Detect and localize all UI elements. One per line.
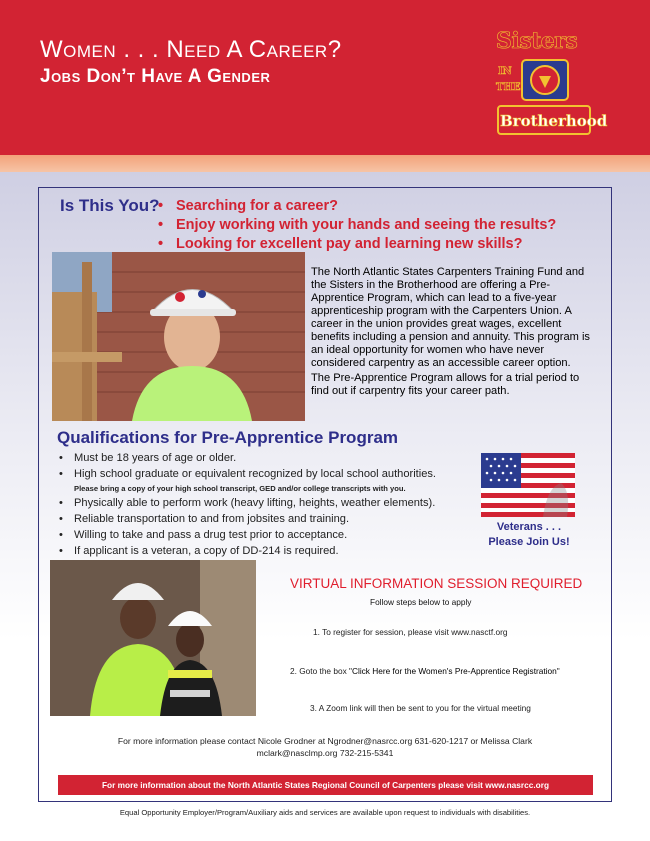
step-2-prefix: 2. Goto the box " [290, 666, 352, 676]
council-info-banner: For more information about the North Atlantic States Regional Council of Carpenters please visit www.nasrcc.org [58, 775, 593, 795]
description-line: considered carpentry as an accessible career option. [311, 357, 571, 369]
american-flag-image [481, 453, 575, 517]
description-line: benefits including a pension and annuity. This program is [311, 331, 590, 343]
intro-bullet: • Searching for a career? [158, 197, 556, 216]
virtual-session-title: VIRTUAL INFORMATION SESSION REQUIRED [290, 576, 583, 591]
woman-carpenter-photo [52, 252, 305, 421]
logo-word-in: IN [498, 66, 512, 77]
woman-carpenter-illustration [52, 252, 305, 421]
intro-bullet: • Looking for excellent pay and learning new skills? [158, 235, 556, 254]
header-accent-stripe [0, 155, 650, 172]
qualification-item: • High school graduate or equivalent recognized by local school authorities. [57, 466, 477, 482]
header-title: Women . . . Need A Career? [40, 36, 342, 63]
description-line: career in the union provides great wages, excellent [311, 318, 562, 330]
header-banner [0, 0, 650, 155]
qualification-item: • Willing to take and pass a drug test prior to acceptance. [57, 527, 477, 543]
veterans-line: Please Join Us! [488, 536, 570, 548]
description-line: find out if carpentry fits your career path. [311, 385, 510, 397]
qualifications-list [57, 450, 477, 559]
carpenters-illustration [50, 560, 256, 716]
eeo-footer: Equal Opportunity Employer/Program/Auxiliary aids and services are available upon request to individuals with disabilities. [119, 808, 531, 817]
program-description [311, 266, 597, 370]
intro-bullet-list [158, 197, 556, 254]
step-2 [290, 666, 560, 676]
veterans-callout [470, 520, 588, 550]
description-line: the Sisters in the Brotherhood are offering a Pre- [311, 279, 551, 291]
sisters-in-the-brotherhood-logo [492, 26, 608, 140]
carpenters-photo [50, 560, 256, 716]
step-3: 3. A Zoom link will then be sent to you for the virtual meeting [310, 703, 531, 713]
intro-bullet: • Enjoy working with your hands and seeing the results? [158, 216, 556, 235]
veterans-line: Veterans . . . [496, 521, 562, 533]
logo-word-sisters: Sisters [496, 28, 578, 54]
contact-info [70, 735, 580, 759]
description-line: apprenticeship program with the Carpenters Union. A [311, 305, 572, 317]
transcript-note: Please bring a copy of your high school transcript, GED and/or college transcripts with you. [74, 484, 406, 493]
description-line: The North Atlantic States Carpenters Training Fund and [311, 266, 585, 278]
qualification-item: • If applicant is a veteran, a copy of DD-214 is required. [57, 543, 477, 559]
step-1: 1. To register for session, please visit www.nasctf.org [313, 627, 508, 637]
contact-line: For more information please contact Nicole Grodner at Ngrodner@nasrcc.org 631-620-1217 or Melissa Clark [117, 736, 533, 746]
step-2-suffix: " [556, 666, 560, 676]
flag-graphic [481, 453, 575, 517]
qualifications-title: Qualifications for Pre-Apprentice Program [57, 428, 399, 447]
header-subtitle: Jobs Don’t Have A Gender [40, 66, 271, 87]
is-this-you-heading: Is This You? [60, 196, 160, 215]
logo-word-the: THE [496, 82, 521, 93]
registration-link[interactable]: Click Here for the Women's Pre-Apprentice Registration [351, 666, 557, 676]
description-line: The Pre-Apprentice Program allows for a trial period to [311, 372, 580, 384]
contact-line: mclark@nasclmp.org 732-215-5341 [256, 748, 394, 758]
qualification-item: • Physically able to perform work (heavy lifting, heights, weather elements). [57, 495, 477, 511]
qualification-item: • Must be 18 years of age or older. [57, 450, 477, 466]
logo-word-brotherhood: Brotherhood [500, 112, 608, 130]
virtual-session-subtitle: Follow steps below to apply [370, 597, 472, 607]
description-line: an ideal opportunity for women who have never [311, 344, 545, 356]
qualification-item: • Reliable transportation to and from jobsites and training. [57, 511, 477, 527]
trial-period-description [311, 372, 597, 398]
description-line: Apprentice Program, which can lead to a five-year [311, 292, 557, 304]
